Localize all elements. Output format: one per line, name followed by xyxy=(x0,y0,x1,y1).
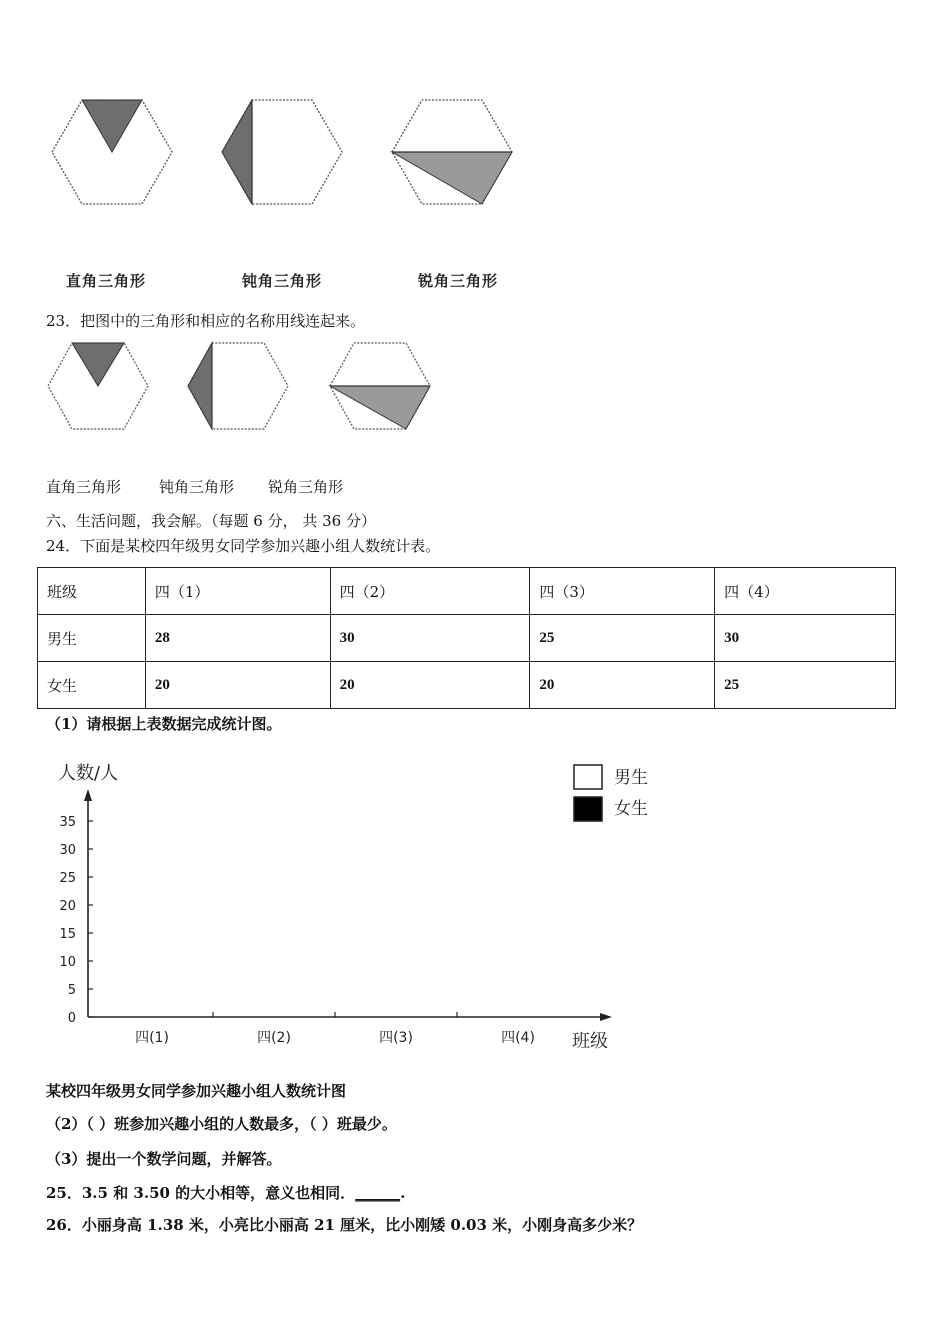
chart-x-arrow xyxy=(600,1013,612,1021)
table-header-cell: 四（1） xyxy=(145,568,330,615)
legend-label-boys: 男生 xyxy=(614,768,648,788)
x-tick-label: 四(1) xyxy=(135,1030,169,1046)
q24-sub3: （3）提出一个数学问题，并解答。 xyxy=(46,1150,282,1168)
table-header-cell: 班级 xyxy=(38,568,146,615)
table-cell: 25 xyxy=(530,615,715,662)
q23-hex-2 xyxy=(188,343,288,429)
y-tick-label: 0 xyxy=(67,1011,76,1026)
table-cell: 20 xyxy=(530,662,715,709)
table-header-cell: 四（3） xyxy=(530,568,715,615)
y-tick-label: 30 xyxy=(59,843,76,858)
legend-swatch-boys xyxy=(574,765,602,789)
q24-sub2: （2）（ ）班参加兴趣小组的人数最多，（ ）班最少。 xyxy=(46,1115,397,1133)
table-cell: 25 xyxy=(715,662,896,709)
q23-name-right: 直角三角形 xyxy=(46,478,122,496)
q23-hex-figures xyxy=(40,334,440,438)
table-header-cell: 四（2） xyxy=(330,568,530,615)
q25-prompt: 25．3.5 和 3.50 的大小相等，意义也相同． xyxy=(46,1184,356,1202)
q23-name-acute: 锐角三角形 xyxy=(268,478,344,496)
table-cell: 30 xyxy=(715,615,896,662)
q23-hex-1 xyxy=(48,343,148,429)
table-cell: 28 xyxy=(145,615,330,662)
table-cell: 20 xyxy=(145,662,330,709)
q25 xyxy=(46,1183,405,1203)
x-tick-label: 四(2) xyxy=(257,1030,291,1046)
table-cell: 20 xyxy=(330,662,530,709)
table-cell: 30 xyxy=(330,615,530,662)
x-tick-label: 四(4) xyxy=(501,1030,535,1046)
hex-label-acute: 锐角三角形 xyxy=(418,272,499,290)
y-tick-label: 20 xyxy=(59,899,76,914)
stats-table xyxy=(37,567,896,709)
q24-prompt: 24．下面是某校四年级男女同学参加兴趣小组人数统计表。 xyxy=(46,537,441,555)
q23-name-obtuse: 钝角三角形 xyxy=(159,478,235,496)
table-row-girls xyxy=(38,662,896,709)
y-tick-label: 35 xyxy=(59,815,76,830)
y-tick-label: 15 xyxy=(59,927,76,942)
q23-hex-3 xyxy=(330,343,430,429)
section6-heading: 六、生活问题，我会解。（每题 6 分， 共 36 分） xyxy=(46,512,376,530)
q24-sub1: （1）请根据上表数据完成统计图。 xyxy=(46,715,282,733)
table-cell: 男生 xyxy=(38,615,146,662)
chart-caption: 某校四年级男女同学参加兴趣小组人数统计图 xyxy=(46,1082,347,1100)
hex-figures-top xyxy=(40,88,530,218)
chart-y-arrow xyxy=(84,789,92,801)
q26-prompt: 26．小丽身高 1.38 米，小亮比小丽高 21 厘米，比小刚矮 0.03 米，小刚身高多少米？ xyxy=(46,1216,643,1234)
table-cell: 女生 xyxy=(38,662,146,709)
chart-ylabel: 人数/人 xyxy=(58,763,119,784)
q23-prompt: 23．把图中的三角形和相应的名称用线连起来。 xyxy=(46,312,366,330)
hex-figure-obtuse-triangle xyxy=(222,100,342,204)
x-tick-label: 四(3) xyxy=(379,1030,413,1046)
y-tick-label: 5 xyxy=(67,983,76,998)
legend-swatch-girls xyxy=(574,797,602,821)
bar-chart xyxy=(40,755,660,1055)
table-header-cell: 四（4） xyxy=(715,568,896,615)
chart-xlabel: 班级 xyxy=(572,1031,608,1052)
q25-end: . xyxy=(400,1184,406,1202)
legend-label-girls: 女生 xyxy=(614,799,648,819)
q25-answer-blank[interactable]: ______ xyxy=(355,1184,401,1202)
y-tick-label: 10 xyxy=(59,955,76,970)
table-row-boys xyxy=(38,615,896,662)
y-tick-label: 25 xyxy=(59,871,76,886)
hex-label-obtuse: 钝角三角形 xyxy=(242,272,323,290)
table-header-row xyxy=(38,568,896,615)
hex-label-right: 直角三角形 xyxy=(66,272,147,290)
hex-figure-acute-triangle xyxy=(392,100,512,204)
hex-figure-right-triangle xyxy=(52,100,172,204)
